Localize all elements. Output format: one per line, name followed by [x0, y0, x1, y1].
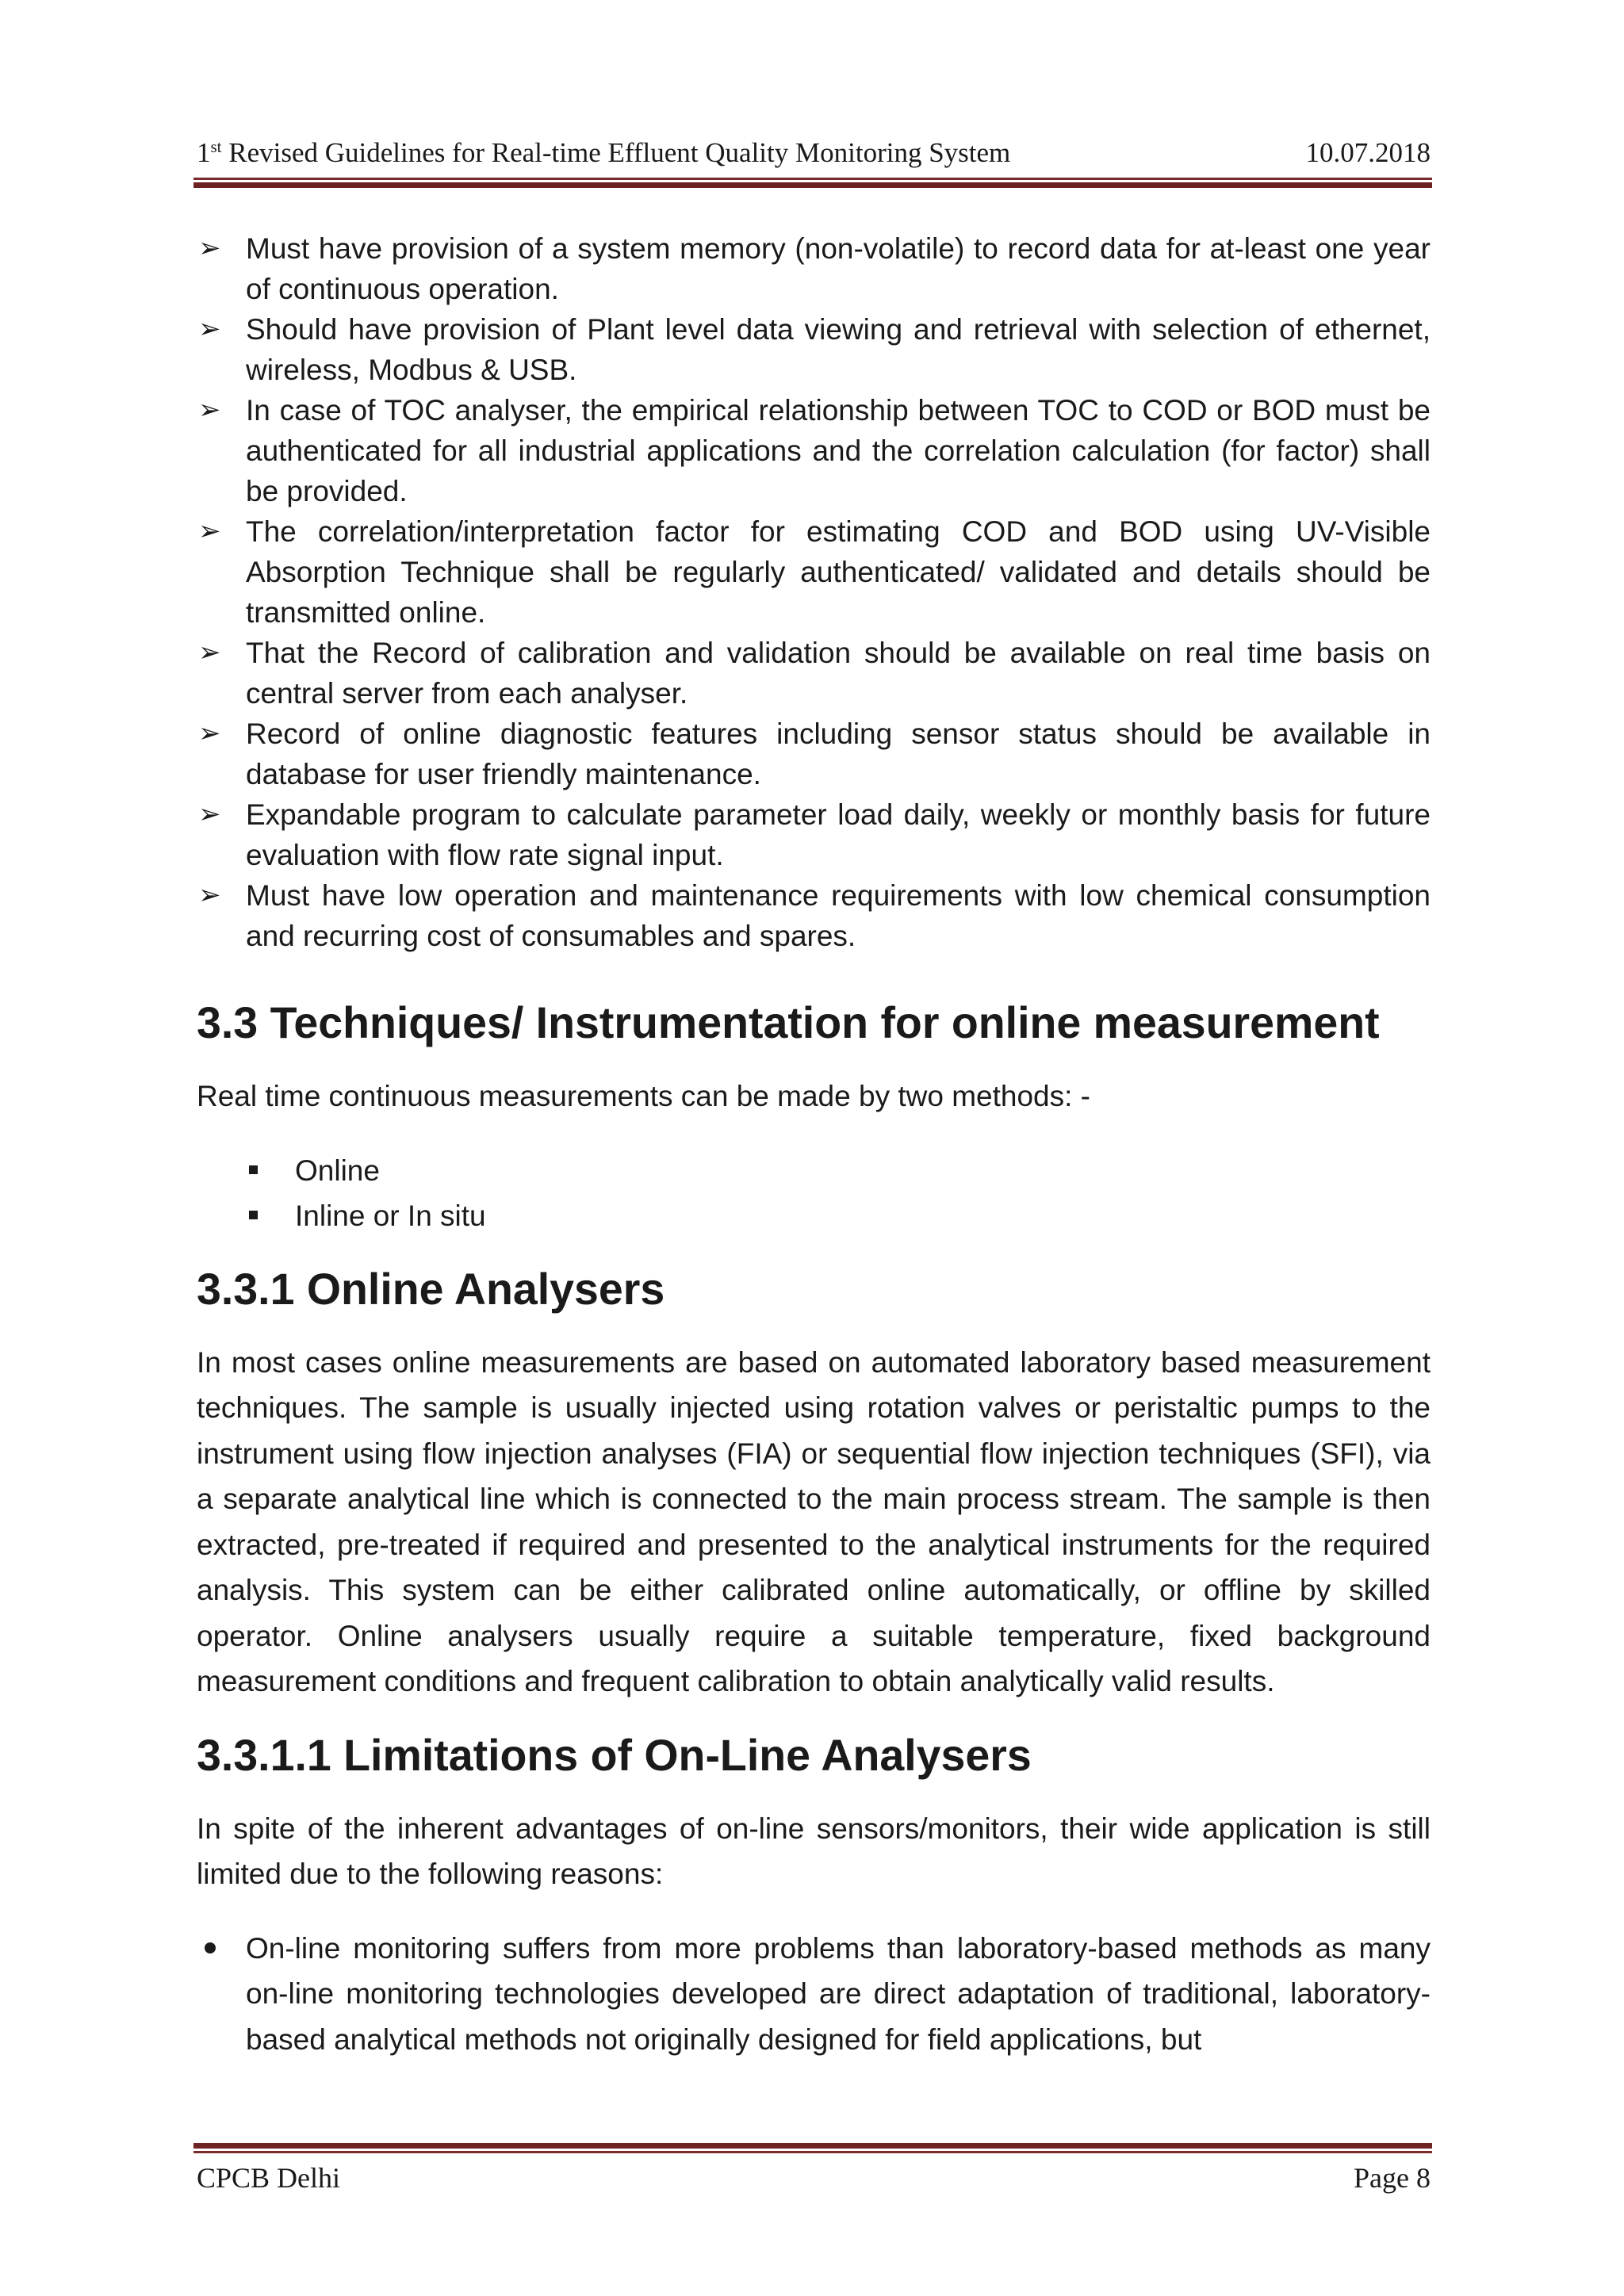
footer-organization: CPCB Delhi	[197, 2162, 341, 2194]
list-item	[197, 309, 1431, 390]
arrow-bullet-icon: ➢	[198, 718, 221, 748]
arrow-bullet-icon: ➢	[198, 314, 221, 344]
footer-rule	[193, 2143, 1432, 2153]
list-item	[197, 1926, 1431, 2063]
list-item-text: Online	[295, 1154, 380, 1187]
arrow-bullet-icon: ➢	[198, 516, 221, 546]
list-item	[197, 511, 1431, 633]
page-footer	[197, 2158, 1431, 2198]
header-rule-thin	[193, 178, 1432, 180]
spacer	[197, 1705, 1431, 1733]
spacer	[197, 1119, 1431, 1148]
list-item	[197, 794, 1431, 875]
section-3-3-1-1-intro: In spite of the inherent advantages of on-line sensors/monitors, their wide application is still limited due to the following reasons:	[197, 1812, 1431, 1890]
list-item	[197, 633, 1431, 714]
page-number: Page 8	[1354, 2162, 1431, 2194]
list-item	[197, 390, 1431, 511]
section-heading-3-3-1-1: 3.3.1.1 Limitations of On-Line Analysers	[197, 1730, 1032, 1780]
header-title-text: Revised Guidelines for Real-time Effluent Quality Monitoring System	[221, 137, 1011, 168]
spacer	[197, 1311, 1431, 1340]
arrow-bullet-icon: ➢	[198, 637, 221, 668]
spacer	[197, 1238, 1431, 1267]
section-heading-3-3: 3.3 Techniques/ Instrumentation for online measurement	[197, 998, 1380, 1047]
methods-list	[197, 1148, 1431, 1238]
list-item-text: In case of TOC analyser, the empirical relationship between TOC to COD or BOD must be authenticated for all industrial applications and the correlation calculation (for factor) shall be provided.	[246, 394, 1431, 507]
list-item-text: The correlation/interpretation factor for estimating COD and BOD using UV-Visible Absorption Technique shall be regularly authenticated/ validated and details should be transmitted online.	[246, 515, 1431, 629]
section-heading-3-3-1: 3.3.1 Online Analysers	[197, 1264, 665, 1314]
page-header	[197, 133, 1431, 173]
square-bullet-icon	[249, 1165, 258, 1174]
spacer	[197, 956, 1431, 1001]
list-item-text: Must have provision of a system memory (non-volatile) to record data for at-least one year of continuous operation.	[246, 232, 1431, 305]
list-item	[197, 714, 1431, 794]
square-bullet-icon	[249, 1211, 258, 1219]
list-item-text: Inline or In situ	[295, 1199, 486, 1232]
arrow-bullet-icon: ➢	[198, 395, 221, 425]
arrow-bullet-icon: ➢	[198, 799, 221, 829]
list-item	[197, 875, 1431, 956]
list-item-text: Should have provision of Plant level data viewing and retrieval with selection of ethernet, wireless, Modbus & USB.	[246, 313, 1431, 386]
header-title-ordinal: st	[210, 137, 222, 156]
list-item-text: Must have low operation and maintenance requirements with low chemical consumption and recurring cost of consumables and spares.	[246, 879, 1431, 952]
list-item	[197, 1148, 1431, 1193]
header-rule-thick	[193, 182, 1432, 188]
list-item-text: Expandable program to calculate parameter load daily, weekly or monthly basis for future evaluation with flow rate signal input.	[246, 798, 1431, 871]
header-title	[197, 133, 1010, 173]
list-item-text: Record of online diagnostic features including sensor status should be available in database for user friendly maintenance.	[246, 718, 1431, 790]
page-content	[197, 228, 1431, 2062]
header-title-number: 1	[197, 137, 211, 168]
header-rule	[193, 178, 1432, 188]
footer-rule-thin	[193, 2151, 1432, 2153]
header-date: 10.07.2018	[1305, 137, 1431, 168]
section-3-3-intro: Real time continuous measurements can be made by two methods: -	[197, 1080, 1091, 1112]
limitations-list	[197, 1926, 1431, 2063]
spacer	[197, 1045, 1431, 1073]
requirements-list	[197, 228, 1431, 956]
dot-bullet-icon	[205, 1942, 216, 1954]
list-item	[197, 228, 1431, 309]
arrow-bullet-icon: ➢	[198, 233, 221, 263]
footer-rule-thick	[193, 2143, 1432, 2149]
spacer	[197, 1897, 1431, 1926]
spacer	[197, 1777, 1431, 1806]
arrow-bullet-icon: ➢	[198, 880, 221, 910]
list-item-text: On-line monitoring suffers from more problems than laboratory-based methods as many on-line monitoring technologies developed are direct adaptation of traditional, laboratory-based analytical methods not originally designed for field applications, but	[246, 1931, 1431, 2056]
list-item	[197, 1193, 1431, 1238]
section-3-3-1-paragraph: In most cases online measurements are based on automated laboratory based measurement techniques. The sample is usually injected using rotation valves or peristaltic pumps to the instrument using flow injection analyses (FIA) or sequential flow injection techniques (SFI), via a separate analytical line which is connected to the main process stream. The sample is then extracted, pre-treated if required and presented to the analytical instruments for the required analysis. This system can be either calibrated online automatically, or offline by skilled operator. Online analysers usually require a suitable temperature, fixed background measurement conditions and frequent calibration to obtain analytically valid results.	[197, 1345, 1431, 1697]
list-item-text: That the Record of calibration and validation should be available on real time basis on central server from each analyser.	[246, 637, 1431, 710]
